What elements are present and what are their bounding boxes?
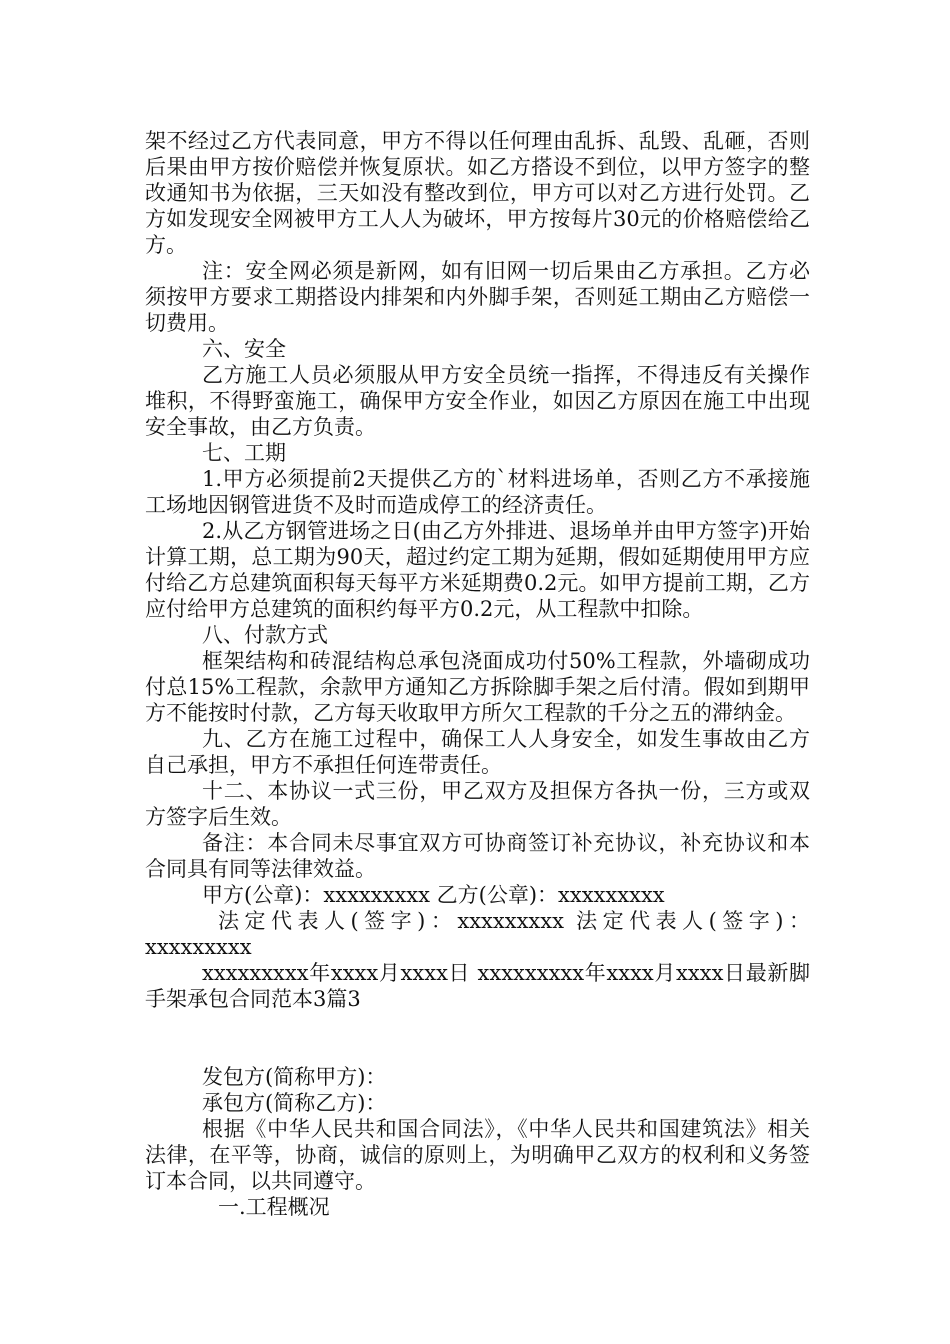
- document-page: [145, 128, 810, 1220]
- paragraph-payment: 框架结构和砖混结构总承包浇面成功付50%工程款，外墙砌成功付总15%工程款，余款甲方通知乙方拆除脚手架之后付清。假如到期甲方不能按时付款，乙方每天收取甲方所欠工程款的千分之五的滞纳金。: [145, 649, 810, 725]
- paragraph-remark: 备注：本合同未尽事宜双方可协商签订补充协议，补充协议和本合同具有同等法律效益。: [145, 831, 810, 881]
- paragraph-scaffold-damage: 架不经过乙方代表同意，甲方不得以任何理由乱拆、乱毁、乱砸，否则后果由甲方按价赔偿并恢复原状。如乙方搭设不到位，以甲方签字的整改通知书为依据，三天如没有整改到位，甲方可以对乙方进行处罚。乙方如发现安全网被甲方工人人为破坏，甲方按每片30元的价格赔偿给乙方。: [145, 129, 810, 257]
- signature-representative-line: 法定代表人(签字)：xxxxxxxxx 法定代表人(签字)：: [218, 909, 810, 933]
- date-line: xxxxxxxxx年xxxx月xxxx日 xxxxxxxxx年xxxx月xxxx日最新脚手架承包合同范本3篇3: [145, 961, 810, 1011]
- section-gap: [145, 1012, 810, 1064]
- signature-representative-tail: xxxxxxxxx: [145, 935, 252, 959]
- heading-section-8: 八、付款方式: [202, 623, 328, 647]
- paragraph-section-12: 十二、本协议一式三份，甲乙双方及担保方各执一份，三方或双方签字后生效。: [145, 779, 810, 829]
- paragraph-safety-net-note: 注：安全网必须是新网，如有旧网一切后果由乙方承担。乙方必须按甲方要求工期搭设内排架和内外脚手架，否则延工期由乙方赔偿一切费用。: [145, 259, 810, 335]
- paragraph-preamble: 根据《中华人民共和国合同法》，《中华人民共和国建筑法》相关法律，在平等，协商，诚信的原则上，为明确甲乙双方的权利和义务签订本合同，以共同遵守。: [145, 1117, 810, 1193]
- party-contractor: 承包方(简称乙方)：: [202, 1091, 387, 1115]
- heading-section-6: 六、安全: [202, 337, 286, 361]
- paragraph-safety: 乙方施工人员必须服从甲方安全员统一指挥，不得违反有关操作堆积，不得野蛮施工，确保甲方安全作业，如因乙方原因在施工中出现安全事故，由乙方负责。: [145, 363, 810, 439]
- paragraph-section-9: 九、乙方在施工过程中，确保工人人身安全，如发生事故由乙方自己承担，甲方不承担任何连带责任。: [145, 727, 810, 777]
- party-issuer: 发包方(简称甲方)：: [202, 1065, 387, 1089]
- paragraph-schedule-item-1: 1.甲方必须提前2天提供乙方的`材料进场单，否则乙方不承接施工场地因钢管进货不及时而造成停工的经济责任。: [145, 467, 810, 517]
- heading-section-1: 一.工程概况: [218, 1195, 330, 1219]
- signature-seal-line: 甲方(公章)：xxxxxxxxx 乙方(公章)：xxxxxxxxx: [202, 883, 665, 907]
- heading-section-7: 七、工期: [202, 441, 286, 465]
- paragraph-schedule-item-2: 2.从乙方钢管进场之日(由乙方外排进、退场单并由甲方签字)开始计算工期，总工期为90天，超过约定工期为延期，假如延期使用甲方应付给乙方总建筑面积每天每平方米延期费0.2元。如甲方提前工期，乙方应付给甲方总建筑的面积约每平方0.2元，从工程款中扣除。: [145, 519, 810, 621]
